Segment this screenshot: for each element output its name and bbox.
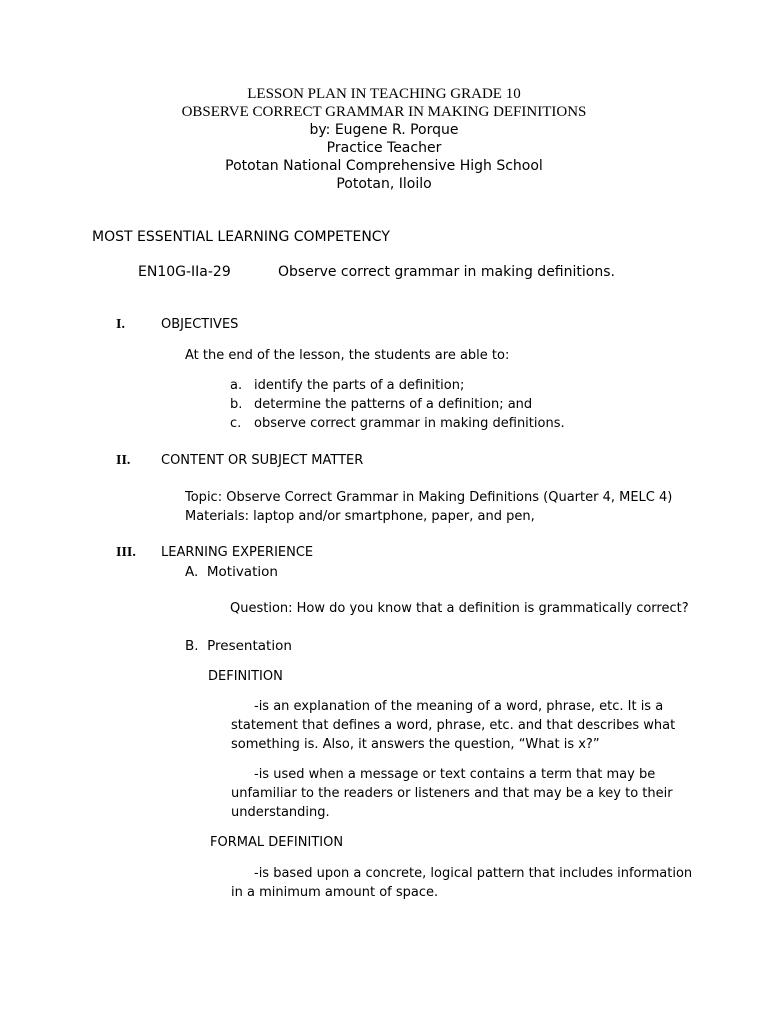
content-topic: Topic: Observe Correct Grammar in Making Definitions (Quarter 4, MELC 4) bbox=[185, 490, 673, 505]
definition-para2-line3: understanding. bbox=[231, 805, 330, 820]
list-marker: a. bbox=[230, 378, 243, 393]
objectives-heading: OBJECTIVES bbox=[161, 317, 239, 332]
author-line: by: Eugene R. Porque bbox=[309, 122, 459, 138]
location-line: Pototan, Iloilo bbox=[336, 176, 432, 192]
list-text: identify the parts of a definition; bbox=[254, 378, 465, 393]
document-subtitle: OBSERVE CORRECT GRAMMAR IN MAKING DEFINITIONS bbox=[181, 104, 587, 120]
definition-heading: DEFINITION bbox=[208, 669, 283, 684]
motivation-question: Question: How do you know that a definition is grammatically correct? bbox=[230, 601, 689, 616]
role-line: Practice Teacher bbox=[326, 140, 442, 156]
list-text: observe correct grammar in making definitions. bbox=[254, 416, 565, 431]
objectives-numeral: I. bbox=[116, 317, 125, 332]
formal-para1-line1: -is based upon a concrete, logical pattern that includes information bbox=[254, 866, 693, 881]
list-marker: b. bbox=[230, 397, 243, 412]
school-line: Pototan National Comprehensive High School bbox=[225, 158, 543, 174]
content-numeral: II. bbox=[116, 453, 131, 468]
definition-para2-line1: -is used when a message or text contains a term that may be bbox=[254, 767, 656, 782]
experience-heading: LEARNING EXPERIENCE bbox=[161, 545, 314, 560]
document-title: LESSON PLAN IN TEACHING GRADE 10 bbox=[247, 86, 521, 102]
content-heading: CONTENT OR SUBJECT MATTER bbox=[161, 453, 364, 468]
motivation-heading: A. Motivation bbox=[185, 564, 278, 580]
content-materials: Materials: laptop and/or smartphone, paper, and pen, bbox=[185, 509, 535, 524]
formal-definition-heading: FORMAL DEFINITION bbox=[210, 835, 344, 850]
list-text: determine the patterns of a definition; and bbox=[254, 397, 533, 412]
melc-heading: MOST ESSENTIAL LEARNING COMPETENCY bbox=[92, 229, 390, 245]
experience-numeral: III. bbox=[116, 545, 136, 560]
list-marker: c. bbox=[230, 416, 242, 431]
objective-item-c bbox=[230, 416, 565, 431]
definition-para1-line3: something is. Also, it answers the question, “What is x?” bbox=[231, 737, 600, 752]
melc-text: Observe correct grammar in making definitions. bbox=[278, 264, 615, 280]
definition-para1-line2: statement that defines a word, phrase, etc. and that describes what bbox=[231, 718, 676, 733]
presentation-heading: B. Presentation bbox=[185, 638, 292, 654]
objectives-intro: At the end of the lesson, the students are able to: bbox=[185, 348, 510, 363]
objective-item-a bbox=[230, 378, 464, 393]
objective-item-b bbox=[230, 397, 532, 412]
definition-para1-line1: -is an explanation of the meaning of a word, phrase, etc. It is a bbox=[254, 699, 664, 714]
formal-para1-line2: in a minimum amount of space. bbox=[231, 885, 439, 900]
definition-para2-line2: unfamiliar to the readers or listeners and that may be a key to their bbox=[231, 786, 673, 801]
melc-code: EN10G-IIa-29 bbox=[138, 264, 231, 280]
